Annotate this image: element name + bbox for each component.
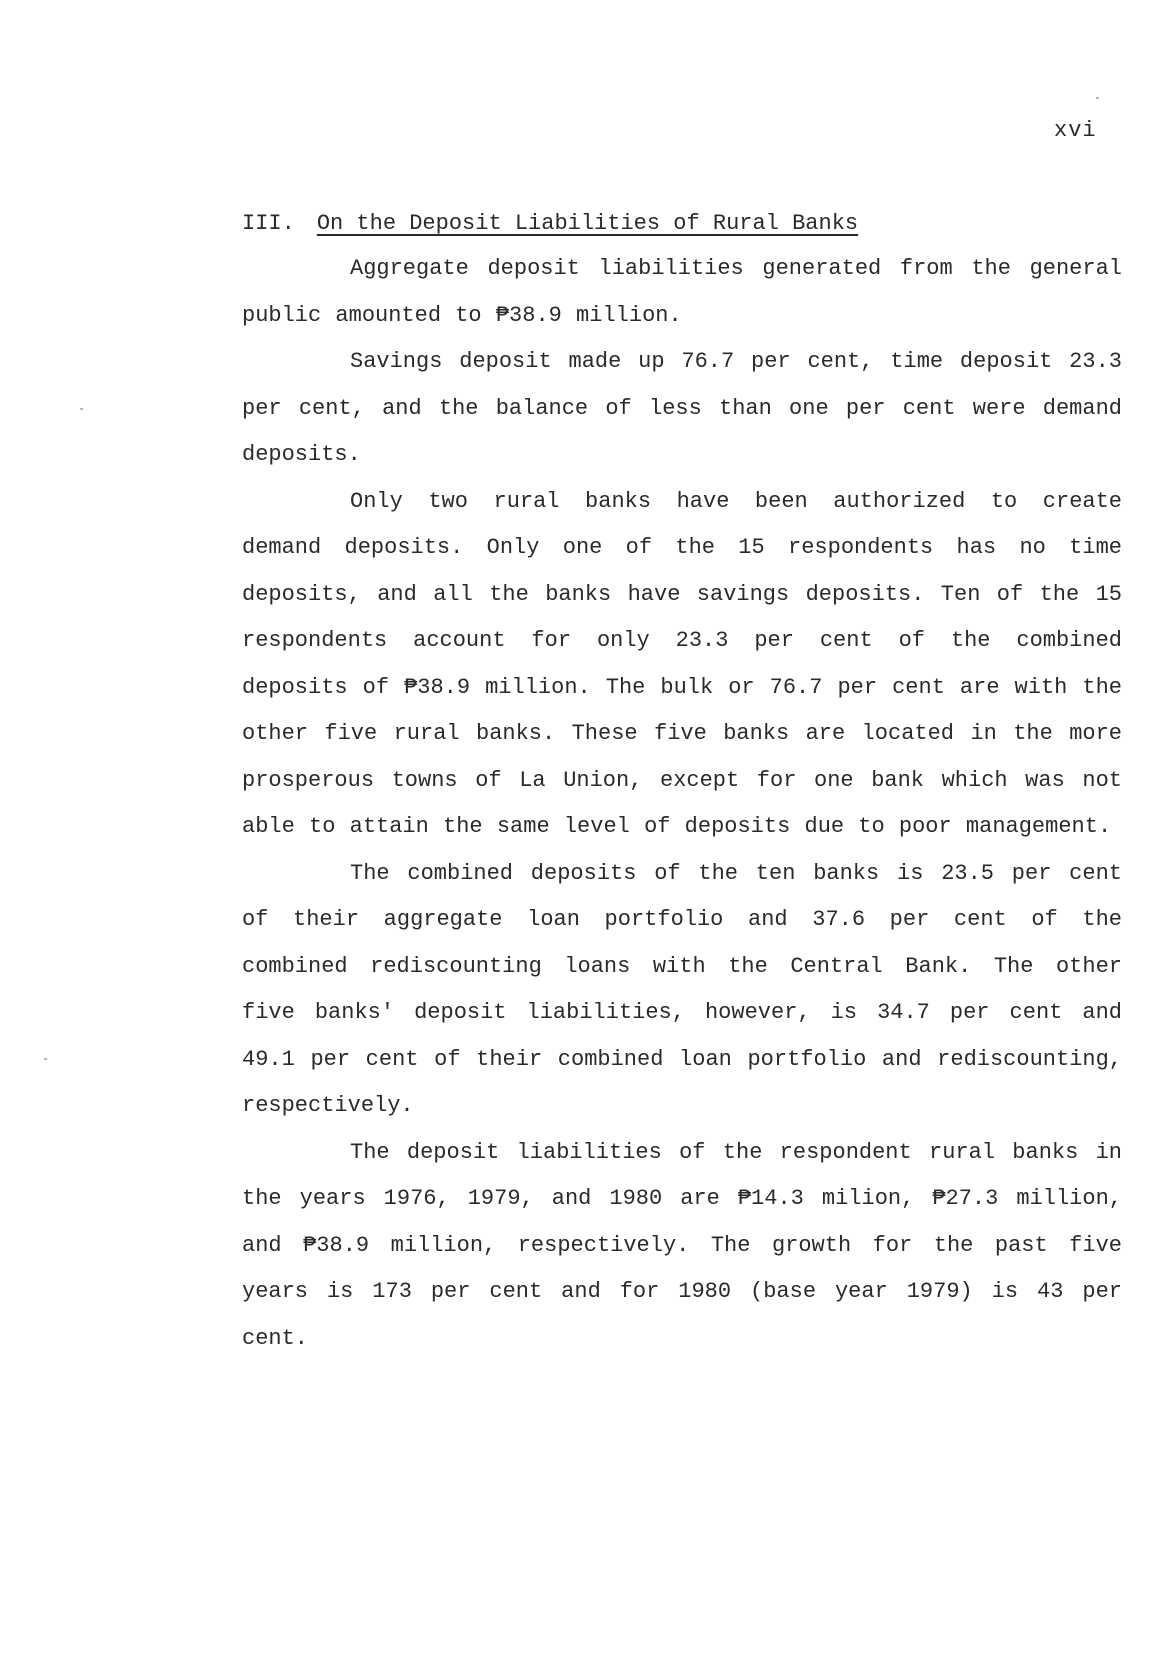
paragraph-deposit-growth: The deposit liabilities of the respondent rural banks in the years 1976, 1979, and 1980 are ₱14.3 milion, ₱27.3 million, and ₱38.9 million, respectively. The growth for the past five years is 173 per cent and for 1980 (base year 1979) is 43 per cent.: [242, 1139, 1122, 1351]
paragraph-aggregate-deposits: Aggregate deposit liabilities generated from the general public amounted to ₱38.9 million.: [242, 256, 1122, 328]
document-section: [242, 210, 1122, 1362]
section-title: On the Deposit Liabilities of Rural Banks: [316, 211, 859, 236]
scan-speck: [80, 408, 83, 410]
page-number: xvi: [1054, 118, 1097, 143]
scan-speck: [1096, 97, 1099, 99]
paragraph-demand-deposits: Only two rural banks have been authorized to create demand deposits. Only one of the 15 respondents has no time deposits, and all the banks have savings deposits. Ten of the 15 respondents account for only 23.3 per cent of the combined deposits of ₱38.9 million. The bulk or 76.7 per cent are with the other five rural banks. These five banks are located in the more prosperous towns of La Union, except for one bank which was not able to attain the same level of deposits due to poor management.: [242, 488, 1122, 839]
section-heading: [242, 210, 1122, 238]
scan-speck: [44, 1058, 47, 1060]
paragraph-combined-deposits: The combined deposits of the ten banks is 23.5 per cent of their aggregate loan portfolio and 37.6 per cent of the combined rediscounting loans with the Central Bank. The other five banks' deposit liabilities, however, is 34.7 per cent and 49.1 per cent of their combined loan portfolio and rediscounting, respectively.: [242, 860, 1122, 1118]
section-number: III.: [242, 211, 295, 236]
paragraph-deposit-composition: Savings deposit made up 76.7 per cent, time deposit 23.3 per cent, and the balance of less than one per cent were demand deposits.: [242, 349, 1122, 467]
